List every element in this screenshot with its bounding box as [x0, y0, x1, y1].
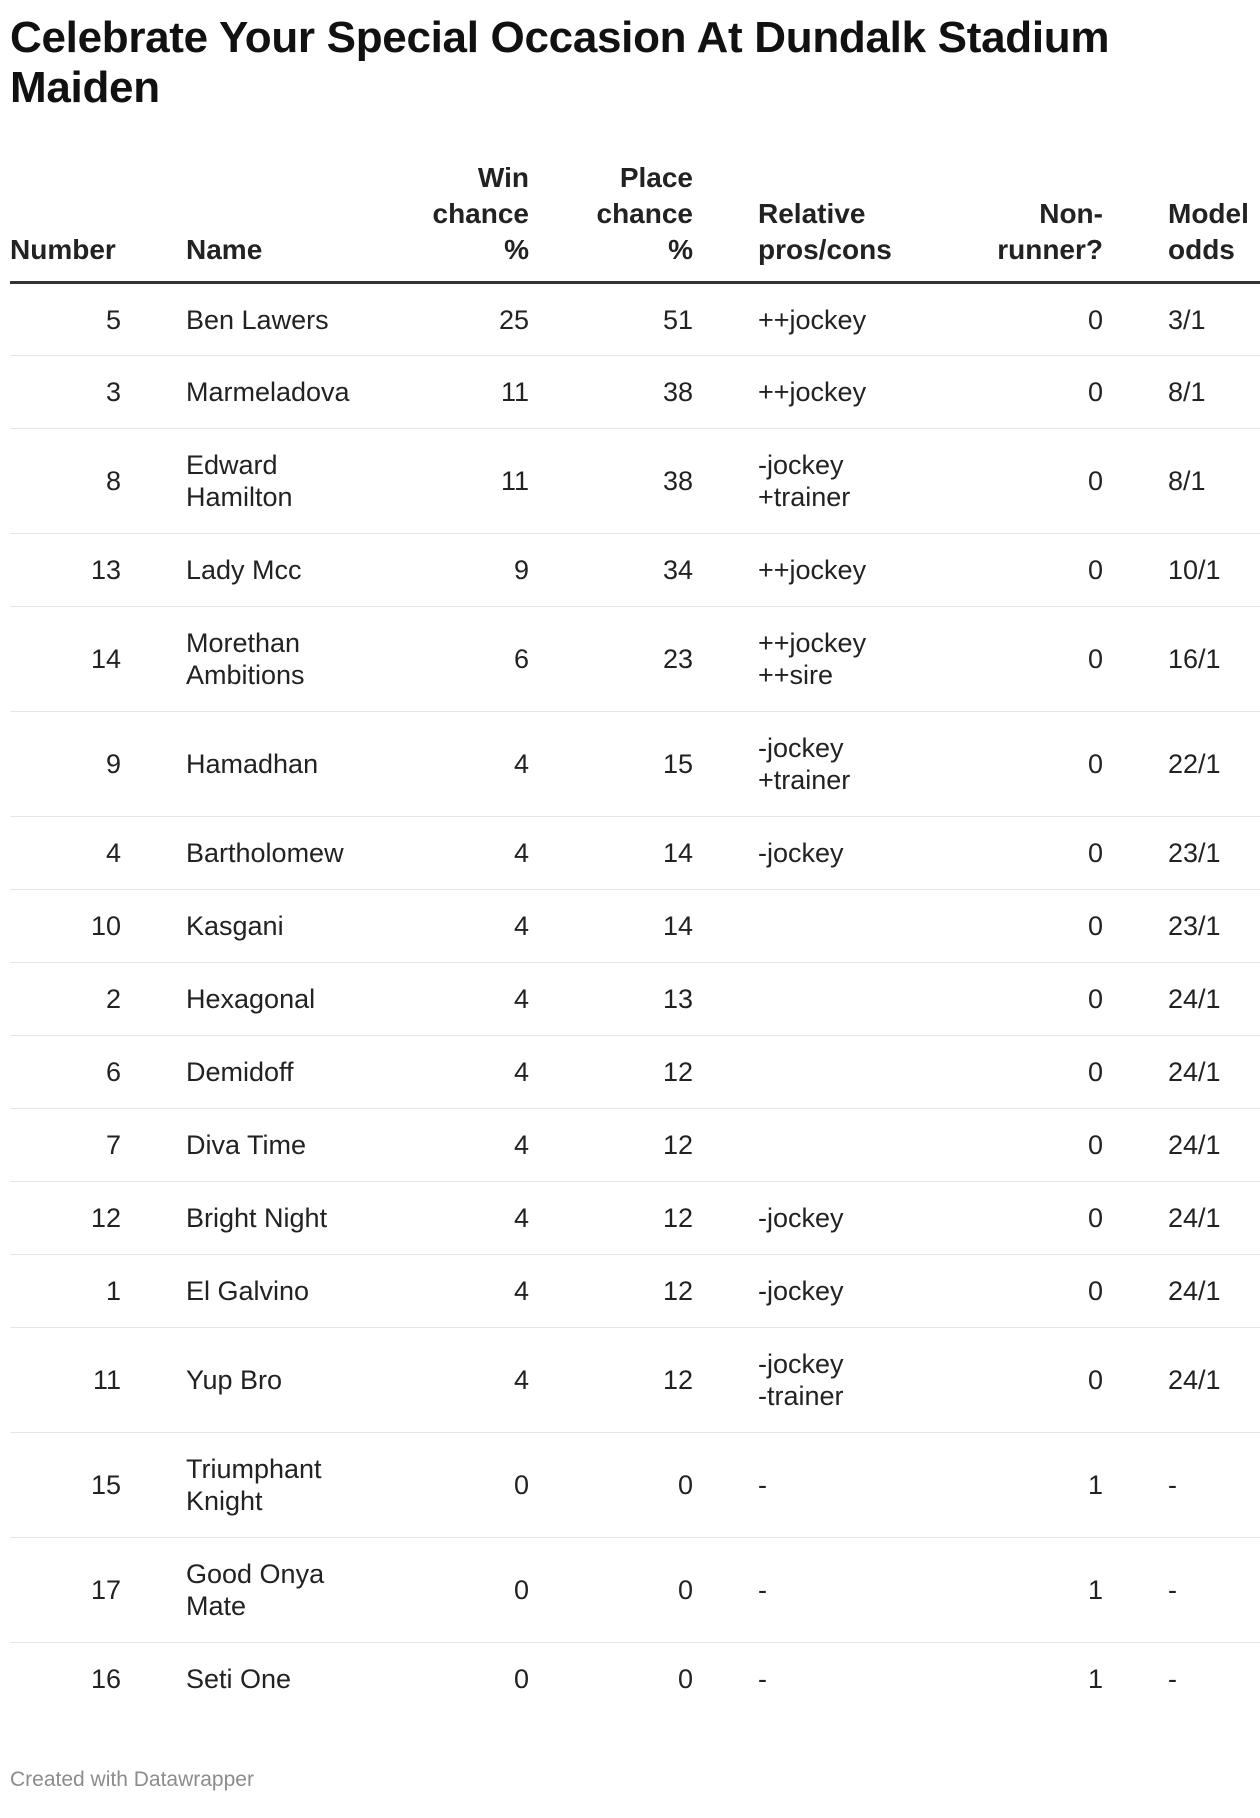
cell-number: 15 — [10, 1433, 121, 1538]
cell-spacer — [693, 429, 758, 534]
cell-spacer — [121, 1538, 186, 1643]
cell-spacer — [121, 607, 186, 712]
cell-name: Morethan Ambitions — [186, 607, 371, 712]
cell-spacer — [693, 1182, 758, 1255]
cell-non-runner: 0 — [953, 712, 1103, 817]
cell-non-runner: 0 — [953, 890, 1103, 963]
cell-non-runner: 0 — [953, 1182, 1103, 1255]
cell-non-runner: 1 — [1087, 1664, 1103, 1695]
cell-place-chance: 0 — [529, 1433, 693, 1538]
cell-spacer — [693, 1036, 758, 1109]
cell-spacer — [121, 1643, 186, 1716]
cell-place-chance: 38 — [529, 429, 693, 534]
cell-name: Diva Time — [186, 1109, 371, 1182]
cell-pros-cons: ++jockey — [758, 356, 953, 429]
cell-win-chance: 4 — [371, 890, 529, 963]
cell-spacer — [121, 712, 186, 817]
cell-non-runner: 0 — [953, 1255, 1103, 1328]
table-row — [10, 1328, 1260, 1433]
cell-name: Yup Bro — [186, 1328, 371, 1433]
table-row — [10, 963, 1260, 1036]
cell-win-chance: 4 — [371, 817, 529, 890]
table-row — [10, 1255, 1260, 1328]
cell-spacer — [693, 1643, 758, 1716]
cell-win-chance: 6 — [371, 607, 529, 712]
cell-place-chance: 0 — [529, 1538, 693, 1643]
cell-place-chance: 38 — [529, 356, 693, 429]
cell-non-runner: 1 — [953, 1538, 1103, 1643]
cell-spacer — [121, 429, 186, 534]
table-row — [10, 890, 1260, 963]
cell-place-chance: 12 — [529, 1109, 693, 1182]
cell-win-chance: 0 — [513, 1664, 529, 1695]
cell-place-chance: 12 — [529, 1182, 693, 1255]
cell-number: 11 — [10, 1328, 121, 1433]
cell-pros-cons: -jockey +trainer — [758, 712, 953, 817]
cell-spacer — [121, 1255, 186, 1328]
cell-name: Marmeladova — [186, 356, 371, 429]
cell-name: Seti One — [186, 1664, 292, 1695]
cell-spacer — [693, 1538, 758, 1643]
table-row — [10, 1036, 1260, 1109]
cell-spacer — [121, 1328, 186, 1433]
cell-model-odds: - — [1168, 1538, 1260, 1643]
cell-number: 4 — [10, 817, 121, 890]
chart-title: Celebrate Your Special Occasion At Dundalk Stadium Maiden — [10, 13, 1110, 112]
cell-place-chance: 0 — [677, 1664, 693, 1695]
cell-place-chance: 14 — [529, 817, 693, 890]
cell-spacer — [1103, 817, 1168, 890]
cell-spacer — [693, 607, 758, 712]
table-row — [10, 429, 1260, 534]
header-win-chance[interactable]: Win chance % — [371, 160, 529, 283]
cell-spacer — [121, 283, 186, 356]
cell-place-chance: 14 — [529, 890, 693, 963]
cell-pros-cons: - — [758, 1538, 953, 1643]
cell-spacer — [1103, 429, 1168, 534]
cell-name: Hamadhan — [186, 712, 371, 817]
cell-pros-cons: -jockey — [758, 1255, 953, 1328]
cell-win-chance: 0 — [371, 1433, 529, 1538]
table-row — [10, 283, 1260, 356]
cell-non-runner: 0 — [953, 817, 1103, 890]
cell-pros-cons: -jockey — [758, 817, 953, 890]
cell-name: Bright Night — [186, 1182, 371, 1255]
cell-non-runner: 0 — [953, 429, 1103, 534]
cell-model-odds: - — [1168, 1664, 1177, 1695]
cell-spacer — [693, 817, 758, 890]
cell-pros-cons — [758, 1036, 953, 1109]
cell-model-odds: 24/1 — [1168, 1328, 1260, 1433]
footer-credit[interactable]: Created with Datawrapper — [10, 1768, 254, 1791]
cell-model-odds: 16/1 — [1168, 607, 1260, 712]
cell-number: 2 — [10, 963, 121, 1036]
datawrapper-table-chart — [10, 0, 1210, 113]
cell-spacer — [693, 1109, 758, 1182]
cell-spacer — [693, 534, 758, 607]
cell-model-odds: 22/1 — [1168, 712, 1260, 817]
cell-spacer — [121, 890, 186, 963]
cell-spacer — [693, 356, 758, 429]
cell-model-odds: 23/1 — [1168, 890, 1260, 963]
cell-pros-cons: -jockey — [758, 1182, 953, 1255]
cell-spacer — [1103, 534, 1168, 607]
cell-spacer — [1103, 1109, 1168, 1182]
cell-spacer — [121, 1109, 186, 1182]
cell-number: 14 — [10, 607, 121, 712]
cell-place-chance: 34 — [529, 534, 693, 607]
cell-model-odds: 8/1 — [1168, 356, 1260, 429]
cell-number: 13 — [10, 534, 121, 607]
header-number[interactable]: Number — [10, 160, 121, 283]
cell-non-runner: 0 — [953, 1036, 1103, 1109]
cell-win-chance: 4 — [371, 1036, 529, 1109]
cell-pros-cons: ++jockey — [758, 534, 953, 607]
cell-spacer — [693, 283, 758, 356]
table-row — [10, 607, 1260, 712]
cell-number: 3 — [10, 356, 121, 429]
cell-spacer — [1103, 1328, 1168, 1433]
cell-spacer — [1103, 890, 1168, 963]
cell-win-chance: 4 — [371, 963, 529, 1036]
cell-win-chance: 9 — [371, 534, 529, 607]
cell-spacer — [693, 1328, 758, 1433]
cell-spacer — [693, 712, 758, 817]
cell-win-chance: 4 — [371, 1109, 529, 1182]
cell-number: 8 — [10, 429, 121, 534]
cell-spacer — [1103, 712, 1168, 817]
cell-spacer — [121, 356, 186, 429]
table-row — [10, 1643, 1260, 1716]
table-body — [10, 283, 1260, 1716]
cell-non-runner: 1 — [953, 1433, 1103, 1538]
cell-name: Kasgani — [186, 890, 371, 963]
cell-pros-cons — [758, 963, 953, 1036]
cell-win-chance: 4 — [371, 1255, 529, 1328]
cell-name: Good Onya Mate — [186, 1538, 371, 1643]
cell-spacer — [1103, 963, 1168, 1036]
header-place-chance[interactable]: Place chance % — [529, 160, 693, 283]
cell-spacer — [121, 817, 186, 890]
cell-model-odds: - — [1168, 1433, 1260, 1538]
cell-spacer — [1103, 356, 1168, 429]
cell-spacer — [121, 1433, 186, 1538]
table-row — [10, 1182, 1260, 1255]
header-spacer — [1103, 160, 1168, 283]
cell-model-odds: 8/1 — [1168, 429, 1260, 534]
cell-model-odds: 24/1 — [1168, 963, 1260, 1036]
cell-pros-cons: ++jockey ++sire — [758, 607, 953, 712]
cell-win-chance: 4 — [371, 712, 529, 817]
cell-spacer — [693, 1255, 758, 1328]
cell-spacer — [121, 1036, 186, 1109]
cell-non-runner: 0 — [953, 283, 1103, 356]
cell-spacer — [121, 963, 186, 1036]
cell-pros-cons: -jockey -trainer — [758, 1328, 953, 1433]
cell-pros-cons: - — [758, 1433, 953, 1538]
cell-name: Demidoff — [186, 1036, 371, 1109]
cell-place-chance: 51 — [529, 283, 693, 356]
cell-name: Bartholomew — [186, 817, 371, 890]
cell-non-runner: 0 — [953, 356, 1103, 429]
cell-number: 16 — [90, 1664, 121, 1695]
cell-number: 9 — [10, 712, 121, 817]
header-name[interactable]: Name — [186, 160, 371, 283]
cell-win-chance: 11 — [371, 356, 529, 429]
table-row — [10, 1109, 1260, 1182]
header-spacer — [693, 160, 758, 283]
cell-model-odds: 24/1 — [1168, 1036, 1260, 1109]
cell-number: 7 — [10, 1109, 121, 1182]
cell-non-runner: 0 — [953, 963, 1103, 1036]
cell-spacer — [693, 963, 758, 1036]
cell-win-chance: 4 — [371, 1328, 529, 1433]
table-row — [10, 1538, 1260, 1643]
table-row — [10, 1433, 1260, 1538]
cell-name: Edward Hamilton — [186, 429, 371, 534]
cell-non-runner: 0 — [953, 534, 1103, 607]
cell-number: 12 — [10, 1182, 121, 1255]
table-row — [10, 712, 1260, 817]
cell-number: 6 — [10, 1036, 121, 1109]
cell-win-chance: 4 — [371, 1182, 529, 1255]
header-model-odds[interactable]: Model odds — [1168, 160, 1260, 283]
cell-place-chance: 12 — [529, 1328, 693, 1433]
cell-name: Triumphant Knight — [186, 1433, 371, 1538]
cell-non-runner: 0 — [953, 607, 1103, 712]
header-spacer — [121, 160, 186, 283]
cell-spacer — [1103, 607, 1168, 712]
cell-name: Hexagonal — [186, 963, 371, 1036]
cell-model-odds: 24/1 — [1168, 1109, 1260, 1182]
cell-model-odds: 23/1 — [1168, 817, 1260, 890]
cell-spacer — [121, 1182, 186, 1255]
table-header-row — [10, 160, 1260, 283]
cell-model-odds: 10/1 — [1168, 534, 1260, 607]
table-row — [10, 356, 1260, 429]
cell-place-chance: 23 — [529, 607, 693, 712]
table-row — [10, 534, 1260, 607]
cell-spacer — [121, 534, 186, 607]
cell-pros-cons — [758, 1109, 953, 1182]
cell-spacer — [1103, 1433, 1168, 1538]
cell-pros-cons: ++jockey — [758, 283, 953, 356]
cell-model-odds: 24/1 — [1168, 1182, 1260, 1255]
cell-spacer — [693, 1433, 758, 1538]
cell-model-odds: 24/1 — [1168, 1255, 1260, 1328]
cell-number: 5 — [10, 283, 121, 356]
cell-win-chance: 11 — [371, 429, 529, 534]
cell-pros-cons: -jockey +trainer — [758, 429, 953, 534]
cell-spacer — [1103, 1036, 1168, 1109]
cell-spacer — [1103, 283, 1168, 356]
cell-number: 1 — [10, 1255, 121, 1328]
cell-place-chance: 12 — [529, 1255, 693, 1328]
cell-place-chance: 12 — [529, 1036, 693, 1109]
cell-name: El Galvino — [186, 1255, 371, 1328]
cell-non-runner: 0 — [953, 1109, 1103, 1182]
cell-spacer — [693, 890, 758, 963]
header-non-runner[interactable]: Non- runner? — [953, 160, 1103, 283]
cell-model-odds: 3/1 — [1168, 283, 1260, 356]
cell-win-chance: 0 — [371, 1538, 529, 1643]
cell-place-chance: 13 — [529, 963, 693, 1036]
cell-spacer — [1103, 1643, 1168, 1716]
cell-spacer — [1103, 1538, 1168, 1643]
table-row — [10, 817, 1260, 890]
cell-non-runner: 0 — [953, 1328, 1103, 1433]
cell-win-chance: 25 — [371, 283, 529, 356]
cell-place-chance: 15 — [529, 712, 693, 817]
cell-name: Ben Lawers — [186, 283, 371, 356]
header-pros-cons[interactable]: Relative pros/cons — [758, 160, 953, 283]
cell-spacer — [1103, 1182, 1168, 1255]
cell-spacer — [1103, 1255, 1168, 1328]
runners-table — [10, 160, 1260, 1716]
cell-pros-cons: - — [758, 1664, 767, 1695]
cell-number: 17 — [10, 1538, 121, 1643]
cell-number: 10 — [10, 890, 121, 963]
cell-pros-cons — [758, 890, 953, 963]
cell-name: Lady Mcc — [186, 534, 371, 607]
